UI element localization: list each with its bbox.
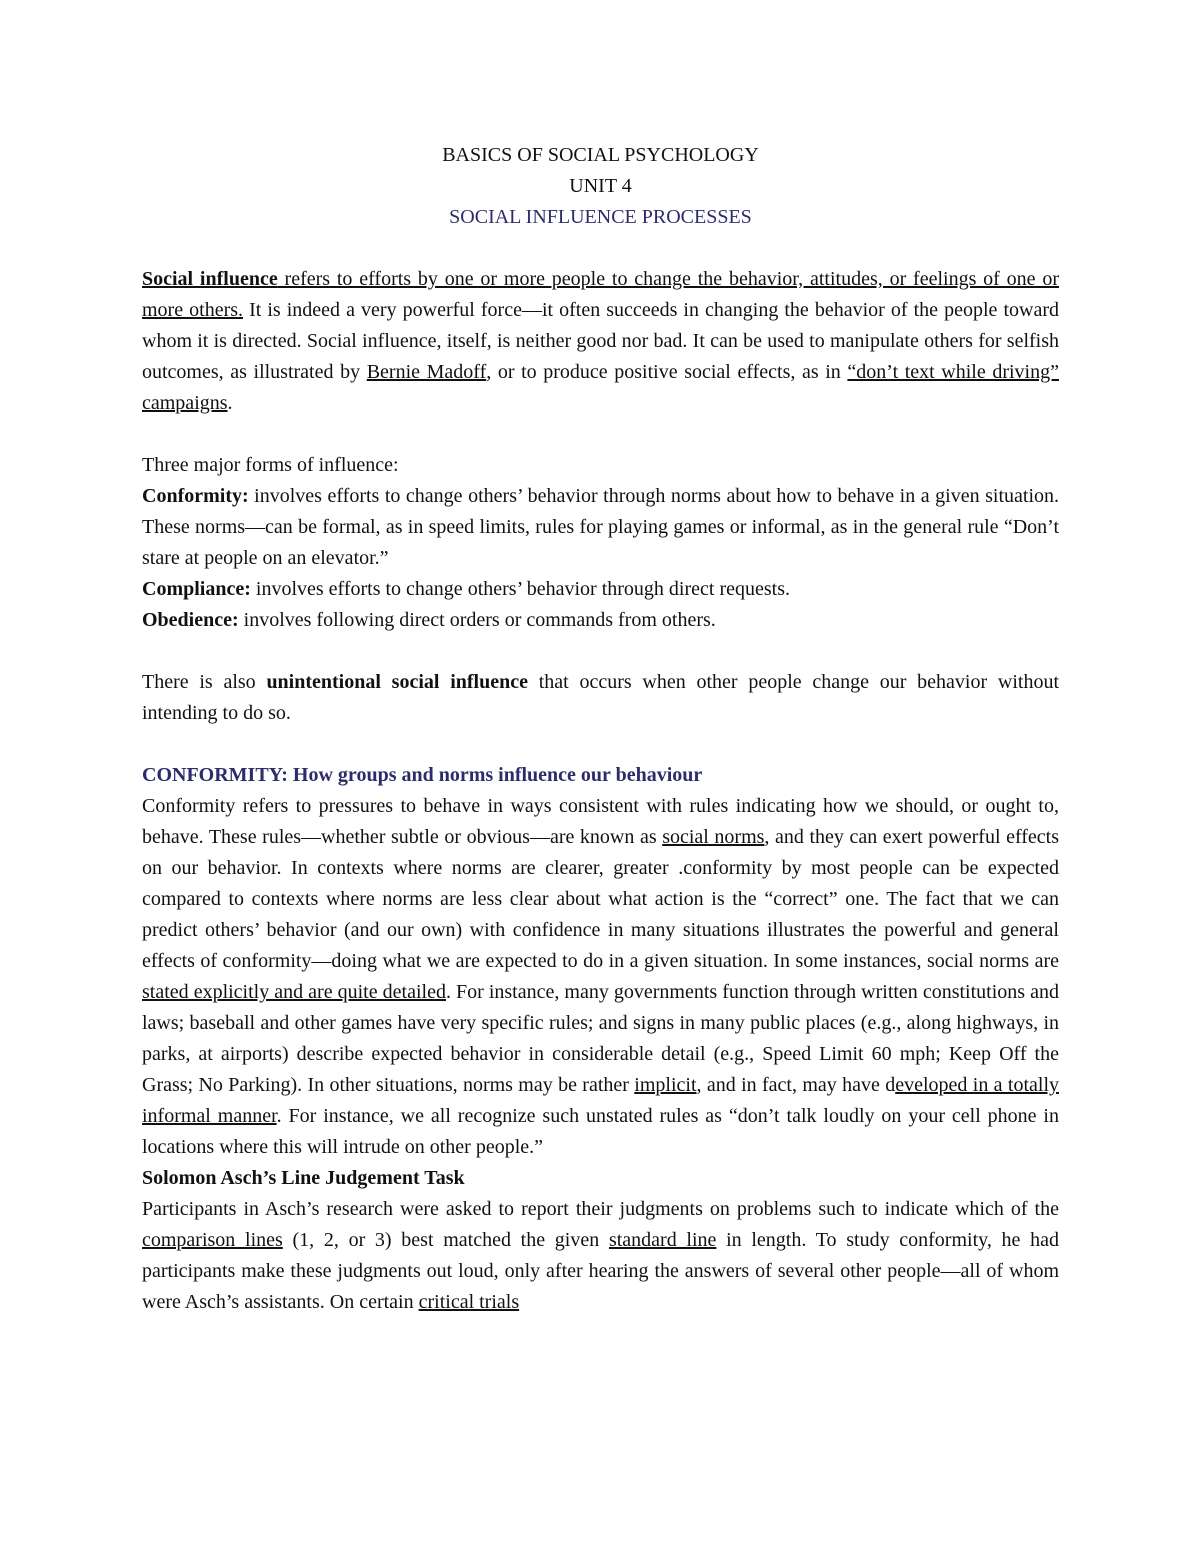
form-text: involves efforts to change others’ behavior through direct requests. [250,578,790,600]
title-block [142,140,1059,233]
conformity-text: . For instance, we all recognize such unstated rules as “don’t talk loudly on your cell phone in locations where this will intrude on other people.” [142,1105,1059,1158]
form-term: Obedience: [142,609,239,631]
conformity-heading: CONFORMITY: How groups and norms influence our behaviour [142,764,703,786]
informal-manner-link: eveloped in a totally informal manner [142,1074,1059,1127]
form-term: Compliance: [142,578,251,600]
intro-definition-text: refers to efforts by one or more people to change the behavior, attitudes, or feelings of one or more others. [142,268,1060,321]
conformity-paragraph [142,791,1059,1163]
forms-intro: Three major forms of influence: [142,454,399,476]
asch-heading: Solomon Asch’s Line Judgement Task [142,1167,465,1189]
form-text: involves efforts to change others’ behavior through norms about how to behave in a given situation. These norms—can be formal, as in speed limits, rules for playing games or informal, as in the general rule “Don’t stare at people on an elevator.” [142,485,1059,569]
conformity-text: . For instance, many governments function through written constitutions and laws; baseball and other games have very specific rules; and signs in many public places (e.g., along highways, in parks, at airports) describe expected behavior in considerable detail (e.g., Speed Limit 60 mph; Keep Off the Grass; No Parking). In other situations, norms may be rather [142,981,1059,1096]
asch-text: (1, 2, or 3) best matched the given [282,1229,609,1251]
document-page [142,140,1059,1318]
comparison-lines-link: comparison lines [142,1229,283,1251]
form-conformity [142,481,1059,574]
asch-paragraph [142,1194,1059,1318]
intro-rest-1: It is indeed a very powerful force—it often succeeds in changing the behavior of the people toward whom it is directed. Social influence, itself, is neither good nor bad. It can be used to manipulate others for selfish outcomes, as illustrated by [142,299,1059,383]
intro-rest-3: . [227,392,233,414]
intro-rest-2: , or to produce positive social effects, as in [486,361,848,383]
texting-campaign-link: “don’t text while driving” campaigns [142,361,1059,414]
explicit-norms-link: stated explicitly and are quite detailed [142,981,446,1003]
critical-trials-link: critical trials [418,1291,520,1313]
form-compliance [142,574,1059,605]
topic-title: SOCIAL INFLUENCE PROCESSES [449,206,752,228]
conformity-text: , and in fact, may have d [696,1074,896,1096]
asch-text: in length. To study conformity, he had participants make these judgments out loud, only after hearing the answers of several other people—all of whom were Asch’s assistants. On certain [142,1229,1060,1313]
unintentional-paragraph [142,667,1059,729]
conformity-text: , and they can exert powerful effects on our behavior. In contexts where norms are clearer, greater .conformity by most people can be expected compared to contexts where norms are less clear about what action is the “correct” one. The fact that we can predict others’ behavior (and our own) with confidence in many situations illustrates the powerful and general effects of conformity—doing what we are expected to do in a given situation. In some instances, social norms are [142,826,1060,972]
unit-title: UNIT 4 [569,175,632,197]
conformity-text: Conformity refers to pressures to behave in ways consistent with rules indicating how we should, or ought to, behave. These rules—whether subtle or obvious—are known as [142,795,1059,848]
form-term: Conformity: [142,485,249,507]
standard-line-link: standard line [608,1229,717,1251]
spacer [142,636,1059,667]
unintentional-pre: There is also [142,671,267,693]
bernie-madoff-link: Bernie Madoff [366,361,487,383]
intro-paragraph [142,264,1059,419]
spacer [142,729,1059,760]
spacer [142,419,1059,450]
form-obedience [142,605,1059,636]
asch-text: Participants in Asch’s research were asked to report their judgments on problems such to indicate which of the [142,1198,1059,1220]
unintentional-post: that occurs when other people change our behavior without intending to do so. [142,671,1059,724]
intro-term: Social influence [142,268,278,290]
social-norms-link: social norms [662,826,765,848]
unintentional-term: unintentional social influence [266,671,528,693]
implicit-link: implicit [634,1074,697,1096]
course-title: BASICS OF SOCIAL PSYCHOLOGY [442,144,759,166]
form-text: involves following direct orders or commands from others. [238,609,716,631]
